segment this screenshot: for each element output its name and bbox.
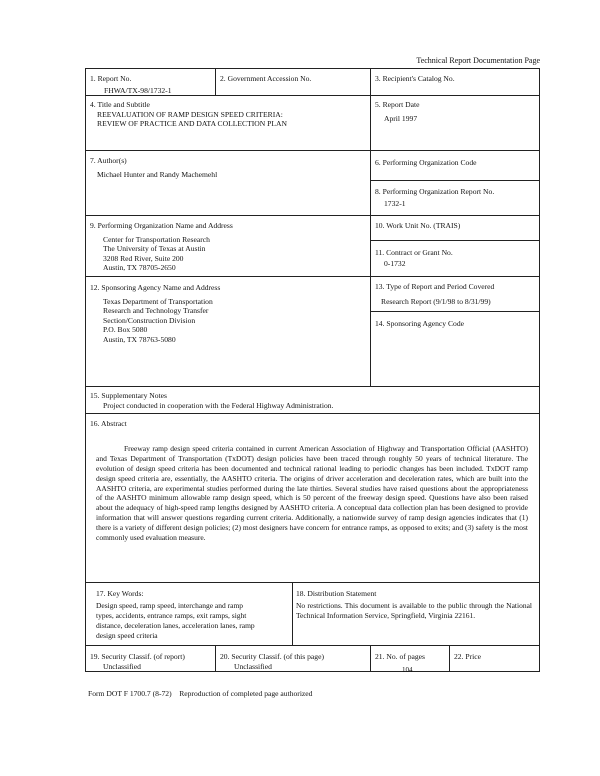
title-subtitle-label: 4. Title and Subtitle xyxy=(90,100,150,109)
authors-label: 7. Author(s) xyxy=(90,156,127,165)
divider xyxy=(215,68,216,95)
divider xyxy=(370,68,371,386)
report-type-label: 13. Type of Report and Period Covered xyxy=(375,282,495,291)
abstract-label: 16. Abstract xyxy=(90,419,127,428)
divider xyxy=(85,582,540,583)
divider xyxy=(85,413,540,414)
divider xyxy=(370,240,540,241)
security-report-label: 19. Security Classif. (of report) xyxy=(90,652,185,661)
gov-accession-label: 2. Government Accession No. xyxy=(220,74,312,83)
contract-grant-label: 11. Contract or Grant No. xyxy=(375,248,453,257)
divider xyxy=(449,645,450,672)
report-type-value: Research Report (9/1/98 to 8/31/99) xyxy=(381,297,491,306)
divider xyxy=(215,645,216,672)
divider xyxy=(85,645,540,646)
divider xyxy=(85,386,540,387)
security-report-value: Unclassified xyxy=(103,662,141,671)
divider xyxy=(370,645,371,672)
title-subtitle-value: REEVALUATION OF RAMP DESIGN SPEED CRITERIA: REVIEW OF PRACTICE AND DATA COLLECTION PLAN xyxy=(97,110,287,129)
key-words-value: Design speed, ramp speed, interchange and ramp types, accidents, entrance ramps, exit ramps, sight distance, deceleration lanes, acceleration lanes, ramp design speed criteria xyxy=(96,601,255,640)
reproduction-note: Reproduction of completed page authorized xyxy=(179,689,313,698)
divider xyxy=(85,150,540,151)
performing-org-name-value: Center for Transportation Research The University of Texas at Austin 3208 Red River, Suite 200 Austin, TX 78705-2650 xyxy=(103,235,210,273)
page-title: Technical Report Documentation Page xyxy=(416,56,540,65)
divider xyxy=(85,215,540,216)
report-no-value: FHWA/TX-98/1732-1 xyxy=(104,86,172,95)
sponsoring-agency-value: Texas Department of Transportation Research and Technology Transfer Section/Construction Division P.O. Box 5080 Austin, TX 78763-5080 xyxy=(103,297,213,344)
performing-org-report-label: 8. Performing Organization Report No. xyxy=(375,187,495,196)
price-label: 22. Price xyxy=(454,652,481,661)
form-footer xyxy=(88,689,312,698)
report-date-value: April 1997 xyxy=(384,114,418,123)
authors-value: Michael Hunter and Randy Machemehl xyxy=(97,170,218,179)
sponsoring-code-label: 14. Sponsoring Agency Code xyxy=(375,319,465,328)
divider xyxy=(85,276,540,277)
form-number: Form DOT F 1700.7 (8-72) xyxy=(88,689,172,698)
contract-grant-value: 0-1732 xyxy=(384,259,406,268)
distribution-label: 18. Distribution Statement xyxy=(296,589,377,598)
divider xyxy=(370,311,540,312)
divider xyxy=(370,180,540,181)
performing-org-report-value: 1732-1 xyxy=(384,199,406,208)
report-date-label: 5. Report Date xyxy=(375,100,420,109)
work-unit-label: 10. Work Unit No. (TRAIS) xyxy=(375,221,461,230)
num-pages-label: 21. No. of pages xyxy=(375,652,425,661)
abstract-text: Freeway ramp design speed criteria contained in current American Association of Highway and Transportation Official (AASHTO) and Texas Department of Transportation (TxDOT) design policies have been traced through roughly 50 years of technical literature. The evolution of design speed criteria has been documented and technical rational leading to periodic changes has been included. TxDOT ramp design speed criteria are, essentially, the AASHTO criteria. The origins of driver acceleration and deceleration rates, which are built into the AASHTO criteria, are experimental studies performed during the late thirties. Several studies have raised questions about the appropriateness of the AASHTO minimum allowable ramp design speed, which is 50 percent of the freeway design speed. Questions have also been raised about the adequacy of high-speed ramp lengths designed by AASHTO criteria. A conceptual data collection plan has been designed to provide information that will answer questions regarding current criteria. Additionally, a nationwide survey of ramp design agencies indicates that (1) there is a variety of different design policies; (2) most designers have concern for entrance ramps, as opposed to exits; and (3) safety is the most commonly used evaluation measure. xyxy=(96,444,528,543)
num-pages-value: 104 xyxy=(402,666,413,674)
recipient-catalog-label: 3. Recipient's Catalog No. xyxy=(375,74,455,83)
distribution-value: No restrictions. This document is available to the public through the National Technical Information Service, Springfield, Virginia 22161. xyxy=(296,601,532,620)
supplementary-value: Project conducted in cooperation with the Federal Highway Administration. xyxy=(103,401,334,410)
key-words-label: 17. Key Words: xyxy=(96,589,144,598)
supplementary-label: 15. Supplementary Notes xyxy=(90,391,167,400)
security-page-label: 20. Security Classif. (of this page) xyxy=(220,652,324,661)
performing-org-name-label: 9. Performing Organization Name and Address xyxy=(90,221,233,230)
performing-org-code-label: 6. Performing Organization Code xyxy=(375,158,477,167)
security-page-value: Unclassified xyxy=(234,662,272,671)
sponsoring-agency-label: 12. Sponsoring Agency Name and Address xyxy=(90,283,221,292)
report-no-label: 1. Report No. xyxy=(90,74,132,83)
divider xyxy=(292,582,293,645)
